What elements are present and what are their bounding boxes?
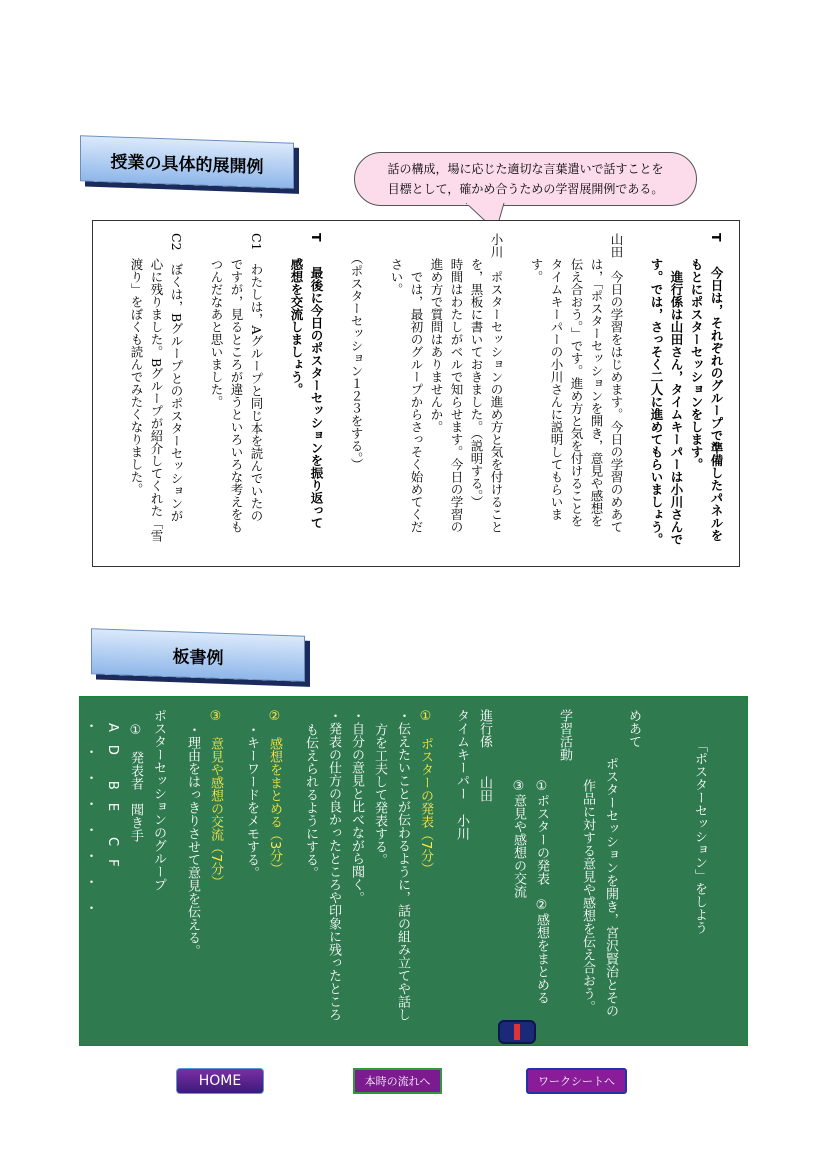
home-button[interactable]: HOME <box>176 1068 264 1094</box>
lesson-line: 感想を交流しましょう。 <box>289 233 304 396</box>
step1-line-a: ・伝えたいことが伝わるように，話の組み立てや話し <box>395 709 410 1021</box>
bubble-line-2: 目標として，確かめ合うための学習展開例である。 <box>387 182 664 196</box>
lesson-spacer <box>265 233 285 553</box>
lesson-line: す。では，さっそく二人に進めてもらいましょう。 <box>649 233 664 546</box>
lesson-spacer <box>185 233 205 553</box>
board-spacer <box>646 709 686 1021</box>
activity-line-1: ①ポスターの発表 ②感想をまとめる <box>534 779 549 1004</box>
bubble-line-1: 話の構成，場に応じた適切な言葉遣いで話すことを <box>387 162 664 176</box>
lesson-spacer <box>625 233 645 553</box>
lesson-line: 渡り」をぼくも読んでみたくなりました。 <box>129 233 144 496</box>
lesson-line: す。 <box>529 233 544 283</box>
lesson-script-columns <box>125 233 725 553</box>
step1-line-c: ・自分の意見と比べながら聞く。 <box>349 709 364 904</box>
lesson-flow-button[interactable]: 本時の流れへ <box>353 1068 442 1094</box>
lesson-section-title: 授業の具体的展開例 <box>110 151 264 178</box>
board-title: 「ポスターセッション」をしよう <box>692 739 707 934</box>
progress-row <box>474 709 494 1021</box>
lesson-line: は，「ポスターセッションを開き，意見や感想を <box>589 233 604 527</box>
lesson-line: C2 ぼくは，Bグループとのポスターセッションが <box>169 233 184 523</box>
group-title: ポスターセッションのグループ <box>151 709 166 891</box>
board-spacer <box>497 709 505 1021</box>
step2-title: ② 感想をまとめる（3分） <box>267 709 282 876</box>
lesson-line: 時間はわたしがベルで知らせます。今日の学習の <box>449 233 464 533</box>
lesson-section-tab <box>80 135 294 188</box>
step1-line-b: 方を工夫して発表する。 <box>372 723 387 866</box>
lesson-line: 伝え合おう。」です。進め方と気を付けることを <box>569 233 584 527</box>
lesson-line: C1 わたしは，Aグループと同じ本を読んでいたの <box>249 233 264 523</box>
board-section-title: 板書例 <box>172 646 224 669</box>
lesson-line: もとにポスターセッションをします。 <box>689 233 704 471</box>
lesson-line: （ポスターセッション１２３をする。） <box>349 233 364 471</box>
lesson-line: 進め方で質問はありませんか。 <box>429 233 444 433</box>
lesson-line: タイムキーパーの小川さんに説明してもらいま <box>549 233 564 521</box>
lesson-line: ですが，見るところが違うといろいろな考えをも <box>229 233 244 533</box>
lesson-spacer <box>505 233 525 553</box>
activity-label: 学習活動 <box>557 709 572 761</box>
timekeeper-name: 小川 <box>454 814 469 840</box>
lesson-line: 進行係は山田さん，タイムキーパーは小川さんで <box>669 233 684 546</box>
step1-line-d: ・発表の仕方の良かったところや印象に残ったところ <box>326 709 341 1021</box>
lesson-line: T 最後に今日のポスターセッションを振り返って <box>309 233 324 530</box>
goal-speech-bubble <box>354 152 697 206</box>
lesson-line: T 今日は，それぞれのグループで準備したパネルを <box>709 233 724 542</box>
group1-rows: A D B E C F <box>105 723 120 867</box>
lesson-line: さい。 <box>389 233 404 296</box>
eraser-icon <box>498 1020 536 1044</box>
timekeeper-label: タイムキーパー <box>454 709 469 800</box>
board-spacer <box>438 709 448 1021</box>
lesson-line: 小川 ポスターセッションの進め方と気を付けること <box>489 233 504 533</box>
step3-title: ③ 意見や感想の交流（7分） <box>208 709 223 889</box>
aim-line-1: ポスターセッションを開き，宮沢賢治とその <box>603 757 618 1017</box>
activity-line-2: ③意見や感想の交流 <box>511 779 526 898</box>
worksheet-button[interactable]: ワークシートへ <box>526 1068 627 1094</box>
aim-label: めあて <box>626 709 641 748</box>
board-spacer <box>171 709 179 1021</box>
lesson-line: 山田 今日の学習をはじめます。今日の学習のめあて <box>609 233 624 533</box>
board-spacer <box>228 709 238 1021</box>
blackboard <box>79 696 748 1046</box>
step1-line-e: も伝えられるようにする。 <box>303 723 318 879</box>
lesson-line: を，黒板に書いておきました。（説明する。） <box>469 233 484 508</box>
step2-line-a: ・キーワードをメモする。 <box>244 723 259 879</box>
group1-header: ① 発表者 聞き手 <box>128 723 143 842</box>
lesson-line: では，最初のグループからさっそく始めてくだ <box>409 233 424 533</box>
aim-line-2: 作品に対する意見や感想を伝え合おう。 <box>580 779 595 1013</box>
blackboard-columns <box>76 709 709 1021</box>
step3-line-a: ・理由をはっきりさせて意見を伝える。 <box>185 723 200 957</box>
lesson-spacer <box>325 233 345 553</box>
lesson-script-box <box>92 220 740 567</box>
lesson-line: つんだなあと思いました。 <box>209 233 224 408</box>
timekeeper-row <box>451 709 471 1021</box>
progress-name: 山田 <box>477 776 492 802</box>
lesson-line: 心に残りました。Bグループが紹介してくれた「雪 <box>149 233 164 543</box>
board-section-tab <box>91 628 305 681</box>
board-spacer <box>287 709 297 1021</box>
group-dots: ・ ・ ・ ・ ・ ・ ・ ・ <box>82 719 97 914</box>
progress-label: 進行係 <box>477 709 492 748</box>
step1-title: ① ポスターの発表（7分） <box>418 709 433 876</box>
lesson-spacer <box>365 233 385 553</box>
